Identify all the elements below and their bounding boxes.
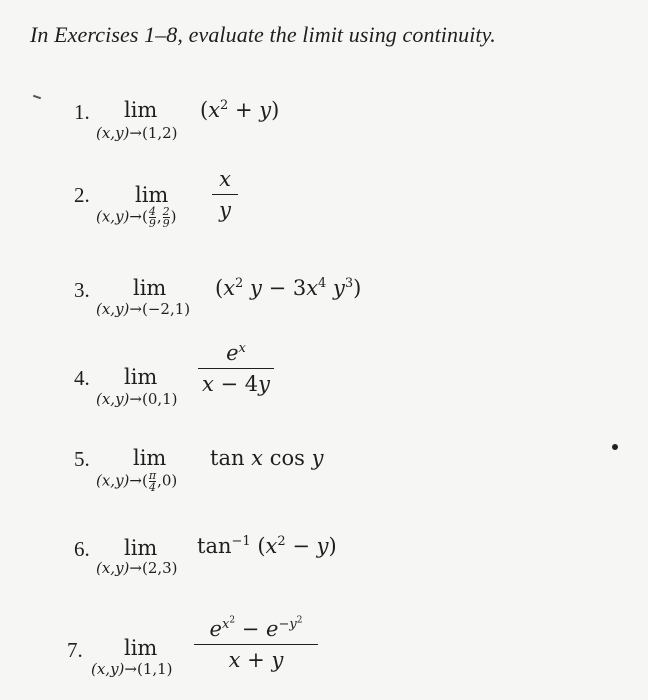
limit-approach: (x,y)→(2,3) — [96, 559, 178, 577]
exercise-number: 2. — [74, 183, 90, 207]
limit-approach: (x,y)→(1,2) — [96, 124, 178, 142]
pen-dot — [612, 444, 618, 450]
exercise-number: 3. — [74, 278, 90, 302]
limit-approach: (x,y)→( $\frac{4}{9}$ , $\frac{2}{9}$ ) — [96, 205, 177, 230]
exercise-instructions: In Exercises 1–8, evaluate the limit using continuity. — [30, 22, 496, 47]
pen-mark — [33, 95, 41, 100]
limit-approach: (x,y)→(1,1) — [91, 660, 173, 678]
lim-operator: lim — [124, 98, 158, 122]
limit-expression: $(x^2 + y)$ — [200, 98, 280, 122]
exercise-number: 5. — [74, 447, 90, 471]
limit-fraction — [194, 616, 318, 673]
limit-fraction — [212, 166, 238, 223]
exercise-number: 4. — [74, 366, 90, 390]
exercise-number: 1. — [74, 100, 90, 124]
limit-expression: $\tan^{-1} (x^2 - y)$ — [197, 534, 337, 558]
limit-approach: (x,y)→( $\frac{\pi}{4}$ ,0) — [96, 469, 178, 494]
lim-operator: lim — [124, 536, 158, 560]
denominator: y — [219, 198, 231, 222]
lim-operator: lim — [133, 276, 167, 300]
exercise-number: 6. — [74, 537, 90, 561]
exercise-number: 7. — [67, 638, 83, 662]
denominator: x − 4y — [201, 372, 271, 396]
limit-expression: tan x cos y — [210, 446, 324, 470]
lim-operator: lim — [135, 183, 169, 207]
lim-operator: lim — [133, 446, 167, 470]
limit-approach: (x,y)→(0,1) — [96, 390, 178, 408]
limit-fraction — [198, 340, 274, 397]
numerator: $e^x$ — [226, 341, 246, 365]
lim-operator: lim — [124, 636, 158, 660]
denominator: x + y — [228, 648, 284, 672]
limit-expression: ($x^2$ $y - 3x^4$ $y^3$) — [215, 276, 362, 300]
limit-approach: (x,y)→(−2,1) — [96, 300, 191, 318]
numerator: x — [219, 167, 231, 191]
numerator: $e^{x^2} - e^{-y^2}$ — [209, 615, 303, 641]
lim-operator: lim — [124, 365, 158, 389]
